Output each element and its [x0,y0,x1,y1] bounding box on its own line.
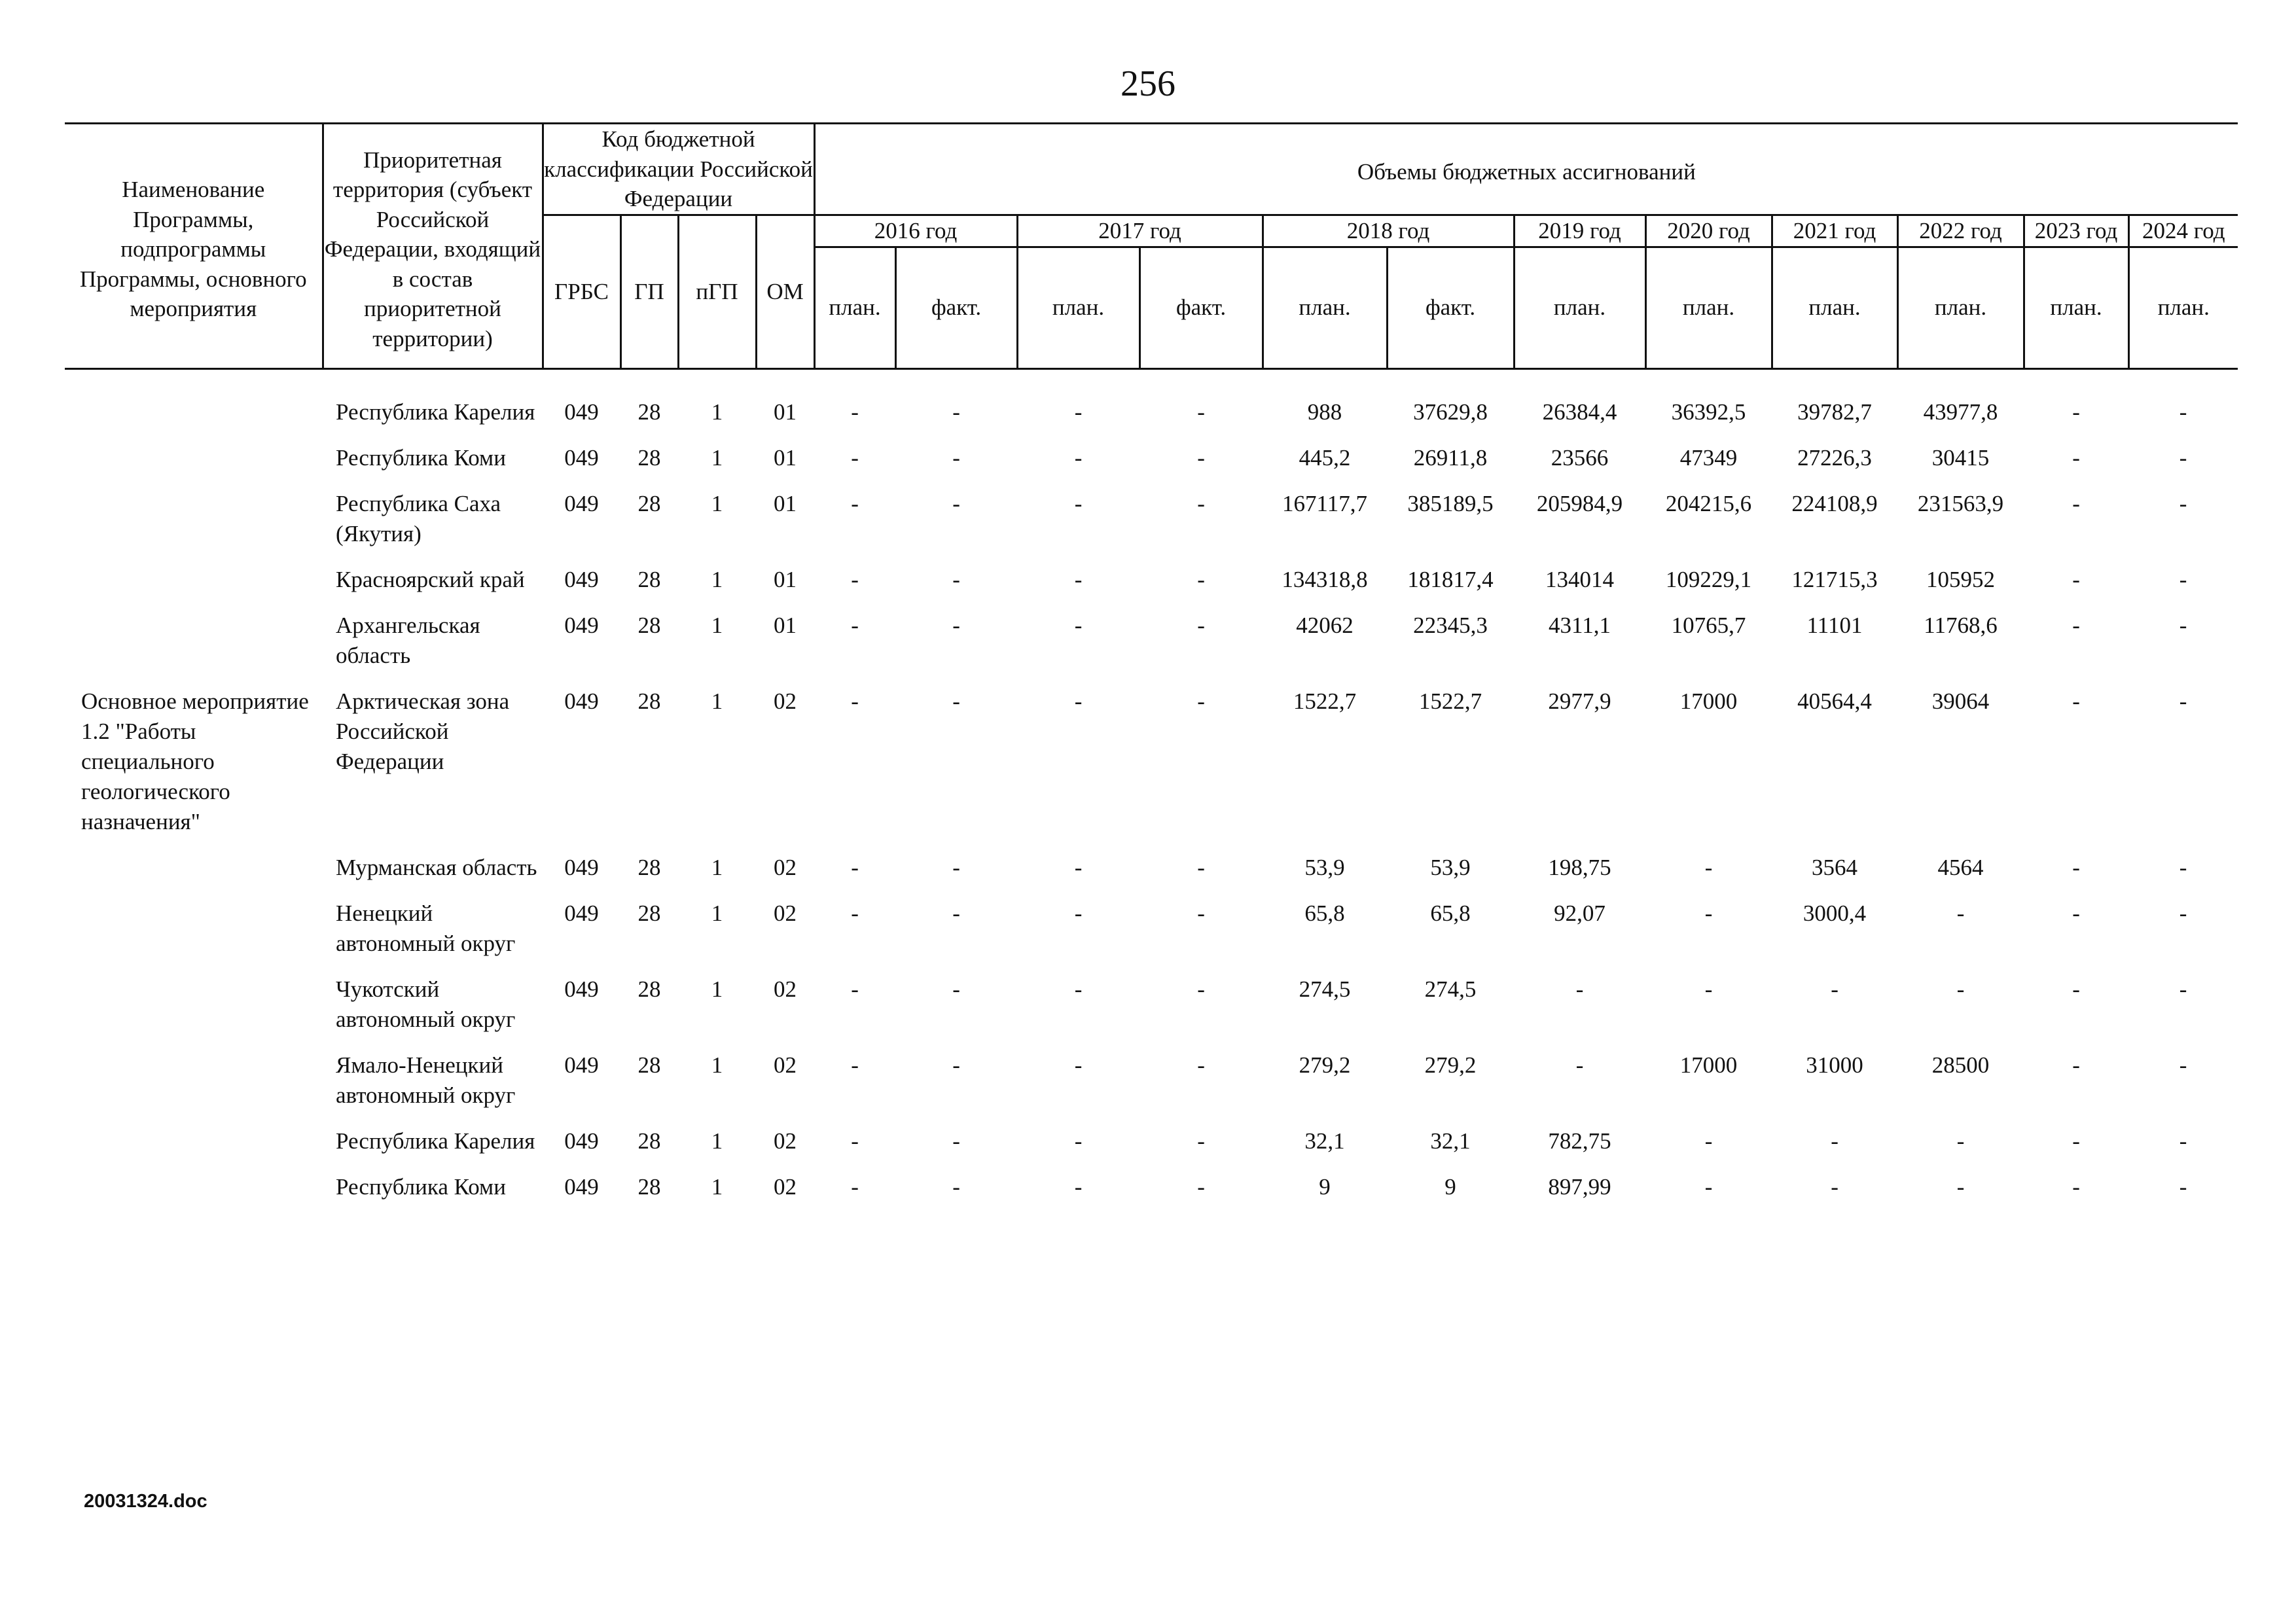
om-cell: 02 [774,1128,797,1154]
gp-cell: 28 [637,612,661,638]
value-cell: - [1704,1128,1713,1154]
grbs-cell: 049 [564,1128,599,1154]
program-cell [65,1050,323,1126]
value-cell: 181817,4 [1407,566,1494,592]
gp-cell: 28 [637,399,661,425]
page-number: 256 [1121,63,1175,104]
budget-volumes-header: Объемы бюджетных ассигнований [814,124,2238,215]
pgp-column-header: пГП [678,215,756,369]
gp-cell: 28 [637,854,661,880]
grbs-cell: 049 [564,566,599,592]
value-cell: 204215,6 [1665,490,1752,516]
value-cell: 274,5 [1424,976,1477,1002]
value-cell: 274,5 [1299,976,1351,1002]
value-cell: 39782,7 [1797,399,1872,425]
value-cell: - [1074,612,1083,638]
value-cell: - [2179,399,2187,425]
grbs-cell: 049 [564,900,599,926]
plan-header: план. [2024,247,2128,368]
value-cell: - [1956,900,1965,926]
pgp-cell: 1 [711,1128,723,1154]
value-cell: 279,2 [1424,1052,1477,1078]
value-cell: 65,8 [1304,900,1345,926]
value-cell: - [2072,1052,2080,1078]
grbs-column-header: ГРБС [543,215,620,369]
value-cell: - [851,854,859,880]
program-cell [65,397,323,443]
year-2018-header: 2018 год [1263,215,1514,247]
value-cell: 167117,7 [1282,490,1367,516]
om-cell: 01 [774,490,797,516]
value-cell: 17000 [1679,688,1738,714]
value-cell: - [1074,490,1083,516]
value-cell: - [1197,1052,1205,1078]
value-cell: 53,9 [1430,854,1471,880]
value-cell: 105952 [1926,566,1996,592]
grbs-cell: 049 [564,688,599,714]
value-cell: 31000 [1806,1052,1863,1078]
territory-cell: Чукотский автономный округ [336,976,516,1032]
value-cell: 134014 [1545,566,1615,592]
value-cell: 9 [1319,1173,1331,1200]
value-cell: - [952,900,960,926]
budget-table [65,122,2238,1218]
gp-cell: 28 [637,1128,661,1154]
value-cell: 26384,4 [1542,399,1617,425]
value-cell: - [1074,444,1083,471]
plan-header: план. [2128,247,2238,368]
table-row [65,397,2238,443]
grbs-cell: 049 [564,444,599,471]
table-row [65,611,2238,687]
value-cell: - [952,854,960,880]
value-cell: - [1956,976,1965,1002]
om-cell: 02 [774,854,797,880]
value-cell: 11101 [1806,612,1863,638]
value-cell: 40564,4 [1797,688,1872,714]
program-cell [65,611,323,687]
grbs-cell: 049 [564,490,599,516]
program-cell [65,565,323,611]
value-cell: - [952,1052,960,1078]
value-cell: - [851,444,859,471]
value-cell: - [1831,1128,1839,1154]
gp-cell: 28 [637,900,661,926]
program-cell [65,899,323,974]
territory-cell: Республика Коми [336,444,506,471]
value-cell: 3000,4 [1803,900,1867,926]
value-cell: - [1575,1052,1584,1078]
territory-cell: Красноярский край [336,566,525,592]
gp-cell: 28 [637,976,661,1002]
gp-cell: 28 [637,688,661,714]
gp-cell: 28 [637,490,661,516]
pgp-cell: 1 [711,399,723,425]
value-cell: - [851,490,859,516]
table-row [65,687,2238,853]
gp-cell: 28 [637,444,661,471]
pgp-cell: 1 [711,1173,723,1200]
pgp-cell: 1 [711,612,723,638]
grbs-cell: 049 [564,976,599,1002]
value-cell: 32,1 [1430,1128,1471,1154]
om-cell: 01 [774,612,797,638]
value-cell: 3564 [1812,854,1858,880]
value-cell: - [1197,1173,1205,1200]
pgp-cell: 1 [711,490,723,516]
value-cell: 37629,8 [1413,399,1488,425]
value-cell: 4311,1 [1549,612,1611,638]
value-cell: - [1197,900,1205,926]
value-cell: - [2179,688,2187,714]
value-cell: 27226,3 [1797,444,1872,471]
om-cell: 02 [774,976,797,1002]
program-cell [65,489,323,565]
program-cell [65,974,323,1050]
value-cell: - [2072,854,2080,880]
value-cell: - [952,566,960,592]
value-cell: - [1074,566,1083,592]
value-cell: 445,2 [1299,444,1351,471]
value-cell: - [1831,1173,1839,1200]
grbs-cell: 049 [564,854,599,880]
table-row [65,1050,2238,1126]
value-cell: - [2179,612,2187,638]
territory-column-header: Приоритетная территория (субъект Российской Федерации, входящий в состав приоритетной территории) [323,124,543,369]
om-cell: 01 [774,566,797,592]
value-cell: - [2179,1173,2187,1200]
value-cell: - [2179,490,2187,516]
value-cell: - [2179,1128,2187,1154]
table-row [65,899,2238,974]
value-cell: - [1074,900,1083,926]
om-column-header: ОМ [756,215,814,369]
year-2016-header: 2016 год [814,215,1017,247]
value-cell: - [952,612,960,638]
value-cell: 11768,6 [1924,612,1998,638]
value-cell: - [952,1173,960,1200]
value-cell: 2977,9 [1548,688,1611,714]
value-cell: 22345,3 [1413,612,1488,638]
value-cell: 205984,9 [1536,490,1623,516]
value-cell: 23566 [1551,444,1609,471]
plan-header: план. [1017,247,1139,368]
plan-header: план. [1263,247,1387,368]
value-cell: 897,99 [1548,1173,1611,1200]
grbs-cell: 049 [564,612,599,638]
value-cell: 224108,9 [1791,490,1878,516]
value-cell: - [851,688,859,714]
territory-cell: Ненецкий автономный округ [336,900,516,956]
value-cell: 231563,9 [1917,490,2004,516]
grbs-cell: 049 [564,399,599,425]
year-2022-header: 2022 год [1897,215,2024,247]
pgp-cell: 1 [711,444,723,471]
value-cell: - [1704,1173,1713,1200]
fact-header: факт. [895,247,1017,368]
table-row [65,1126,2238,1172]
table-row [65,974,2238,1050]
year-2019-header: 2019 год [1514,215,1645,247]
value-cell: 1522,7 [1418,688,1482,714]
value-cell: - [1197,976,1205,1002]
value-cell: - [952,976,960,1002]
value-cell: - [1197,444,1205,471]
value-cell: 65,8 [1430,900,1471,926]
value-cell: 36392,5 [1671,399,1746,425]
value-cell: - [2072,688,2080,714]
document-filename: 20031324.doc [84,1491,207,1512]
value-cell: - [1197,612,1205,638]
value-cell: - [1074,1173,1083,1200]
program-name: Основное мероприятие 1.2 "Работы специального геологического назначения" [81,688,309,834]
value-cell: - [1074,688,1083,714]
value-cell: 47349 [1679,444,1738,471]
territory-cell: Республика Саха (Якутия) [336,490,501,546]
value-cell: - [2072,444,2080,471]
territory-cell: Республика Карелия [336,1128,535,1154]
value-cell: - [2072,900,2080,926]
value-cell: - [851,566,859,592]
value-cell: - [851,612,859,638]
om-cell: 02 [774,1052,797,1078]
value-cell: - [2072,1128,2080,1154]
plan-header: план. [1514,247,1645,368]
territory-cell: Арктическая зона Российской Федерации [336,688,510,774]
table-row [65,1172,2238,1218]
program-cell [65,1172,323,1218]
value-cell: 782,75 [1548,1128,1611,1154]
value-cell: - [851,1128,859,1154]
value-cell: 198,75 [1548,854,1611,880]
value-cell: - [952,490,960,516]
value-cell: 109229,1 [1665,566,1752,592]
value-cell: 134318,8 [1282,566,1368,592]
value-cell: - [2072,976,2080,1002]
plan-header: план. [1772,247,1897,368]
value-cell: - [1197,490,1205,516]
pgp-cell: 1 [711,688,723,714]
table-header [65,124,2238,369]
pgp-cell: 1 [711,1052,723,1078]
value-cell: - [1197,566,1205,592]
territory-cell: Республика Коми [336,1173,506,1200]
table-row [65,565,2238,611]
value-cell: 121715,3 [1791,566,1878,592]
value-cell: - [1074,1128,1083,1154]
value-cell: - [1704,900,1713,926]
program-cell [65,1126,323,1172]
value-cell: - [1956,1173,1965,1200]
om-cell: 02 [774,1173,797,1200]
value-cell: - [1074,976,1083,1002]
value-cell: 42062 [1296,612,1354,638]
budget-code-header: Код бюджетной классификации Российской Федерации [543,124,814,215]
fact-header: факт. [1387,247,1514,368]
value-cell: - [2179,900,2187,926]
value-cell: - [952,399,960,425]
value-cell: - [1575,976,1584,1002]
value-cell: - [1074,854,1083,880]
value-cell: 28500 [1931,1052,1990,1078]
value-cell: - [1197,1128,1205,1154]
value-cell: - [2179,1052,2187,1078]
territory-cell: Ямало-Ненецкий автономный округ [336,1052,516,1108]
value-cell: - [1831,976,1839,1002]
gp-column-header: ГП [620,215,678,369]
value-cell: 4564 [1937,854,1984,880]
table-row [65,853,2238,899]
value-cell: - [2179,444,2187,471]
year-2020-header: 2020 год [1645,215,1772,247]
value-cell: - [1074,399,1083,425]
value-cell: 92,07 [1554,900,1605,926]
value-cell: - [1704,854,1713,880]
om-cell: 01 [774,399,797,425]
value-cell: - [1956,1128,1965,1154]
value-cell: 988 [1307,399,1342,425]
value-cell: - [851,1173,859,1200]
pgp-cell: 1 [711,976,723,1002]
pgp-cell: 1 [711,854,723,880]
value-cell: - [952,688,960,714]
value-cell: - [2072,612,2080,638]
table-row [65,443,2238,489]
value-cell: - [2179,566,2187,592]
table-body [65,368,2238,1218]
value-cell: - [2072,566,2080,592]
value-cell: - [851,1052,859,1078]
gp-cell: 28 [637,1052,661,1078]
fact-header: факт. [1139,247,1263,368]
value-cell: 30415 [1931,444,1990,471]
gp-cell: 28 [637,1173,661,1200]
value-cell: - [1197,688,1205,714]
value-cell: - [1704,976,1713,1002]
value-cell: - [952,444,960,471]
value-cell: - [2072,399,2080,425]
plan-header: план. [1645,247,1772,368]
value-cell: 17000 [1679,1052,1738,1078]
om-cell: 01 [774,444,797,471]
om-cell: 02 [774,900,797,926]
value-cell: - [1074,1052,1083,1078]
value-cell: - [851,976,859,1002]
gp-cell: 28 [637,566,661,592]
value-cell: - [1197,399,1205,425]
value-cell: - [2072,490,2080,516]
value-cell: 39064 [1931,688,1990,714]
value-cell: - [1197,854,1205,880]
value-cell: 385189,5 [1407,490,1494,516]
value-cell: 26911,8 [1413,444,1488,471]
grbs-cell: 049 [564,1052,599,1078]
value-cell: 43977,8 [1923,399,1998,425]
value-cell: 10765,7 [1671,612,1746,638]
value-cell: - [952,1128,960,1154]
value-cell: 53,9 [1304,854,1345,880]
value-cell: 32,1 [1304,1128,1345,1154]
territory-cell: Республика Карелия [336,399,535,425]
program-column-header: Наименование Программы, подпрограммы Программы, основного мероприятия [65,124,323,369]
program-cell [65,853,323,899]
value-cell: - [2072,1173,2080,1200]
table-row [65,489,2238,565]
year-2017-header: 2017 год [1017,215,1263,247]
plan-header: план. [1897,247,2024,368]
year-2021-header: 2021 год [1772,215,1897,247]
pgp-cell: 1 [711,566,723,592]
value-cell: 1522,7 [1293,688,1357,714]
grbs-cell: 049 [564,1173,599,1200]
year-2023-header: 2023 год [2024,215,2128,247]
value-cell: 279,2 [1299,1052,1351,1078]
value-cell: - [2179,854,2187,880]
value-cell: - [2179,976,2187,1002]
value-cell: - [851,399,859,425]
value-cell: - [851,900,859,926]
om-cell: 02 [774,688,797,714]
program-cell [65,443,323,489]
territory-cell: Мурманская область [336,854,537,880]
value-cell: 9 [1444,1173,1456,1200]
territory-cell: Архангельская область [336,612,480,668]
plan-header: план. [814,247,895,368]
pgp-cell: 1 [711,900,723,926]
year-2024-header: 2024 год [2128,215,2238,247]
